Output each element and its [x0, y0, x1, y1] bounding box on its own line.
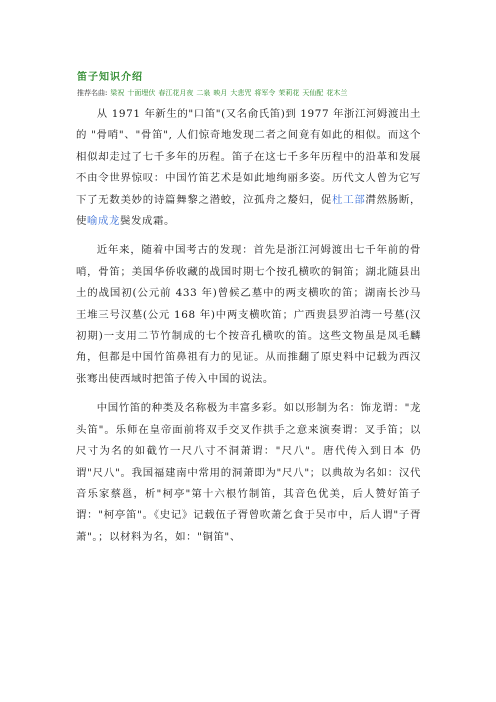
recommended-song-link[interactable]: 大悲咒	[230, 89, 252, 97]
paragraph-1-text: 鬓发成霜。	[119, 215, 175, 228]
du-gongbu-link[interactable]: 杜工部	[332, 193, 366, 206]
recommend-label: 推荐名曲:	[77, 89, 108, 97]
paragraph-1-text: 潸然肠断，使	[76, 193, 421, 228]
recommended-song-link[interactable]: 将军令	[254, 89, 276, 97]
paragraph-1-text: 从 1971 年新生的"口笛"(又名俞氏笛)到 1977 年浙江河姆渡出土的 "骨哨"、"骨笛", 人们惊奇地发现二者之间竟有如此的相似。而这个相似却走过了七千多年的历程。笛子在这七千多年历程中的沿革和发展不由令世界惊叹：中国竹笛艺术是如此地绚丽多姿。历代文人曾为它写下了无数美妙的诗篇舞黎之潜蛟，泣孤舟之嫠妇，促	[76, 108, 421, 206]
recommended-song-link[interactable]: 映月	[213, 89, 228, 97]
recommended-song-link[interactable]: 十面埋伏	[127, 89, 156, 97]
paragraph-1	[76, 104, 421, 232]
recommended-song-link[interactable]: 二泉	[196, 89, 211, 97]
yu-chenglong-link[interactable]: 喻成龙	[87, 215, 120, 228]
paragraph-3: 中国竹笛的种类及名称极为丰富多彩。如以形制为名：饰龙谓："龙头笛"。乐师在皇帝面前将双手交叉作拱手之意来演奏谓：叉手笛；以尺寸为名的如截竹一尺八寸不洞萧谓："尺八"。唐代传入到日本 仍谓"尺八"。我国福建南中常用的洞萧即为"尺八"；以典故为名如：汉代音乐家蔡邕，析"柯亭"第十六根竹制笛，其音色优美，后人赞好笛子谓："柯亭笛"。《史记》记载伍子胥曾吹萧乞食于吴市中，后人谓"子胥萧"。；以材料为名，如："铜笛"、	[76, 402, 421, 543]
paragraph-2: 近年来，随着中国考古的发现：首先是浙江河姆渡出七千年前的骨哨，骨笛；美国华侨收藏的战国时期七个按孔横吹的铜笛；湖北随县出土的战国初(公元前 433 年)曾候乙墓中的两支横吹的笛；湖南长沙马王堆三号汉墓(公元 168 年)中两支横吹笛；广西贵县罗泊湾一号墓(汉初期)一支用二节竹制成的七个按音孔横吹的笛。这些文物虽是凤毛麟角，但都是中国竹笛鼻祖有力的见证。从而推翻了原史料中记载为西汉张骞出使西域时把笛子传入中国的说法。	[76, 244, 421, 385]
recommended-song-link[interactable]: 春江花月夜	[158, 89, 194, 97]
recommended-song-link[interactable]: 梁祝	[110, 89, 125, 97]
recommended-song-link[interactable]: 茉莉花	[278, 89, 300, 97]
article-body	[76, 104, 421, 556]
recommended-songs	[77, 88, 347, 98]
recommended-song-link[interactable]: 花木兰	[326, 89, 348, 97]
article-title: 笛子知识介绍	[77, 72, 143, 83]
recommended-song-link[interactable]: 天仙配	[302, 89, 324, 97]
